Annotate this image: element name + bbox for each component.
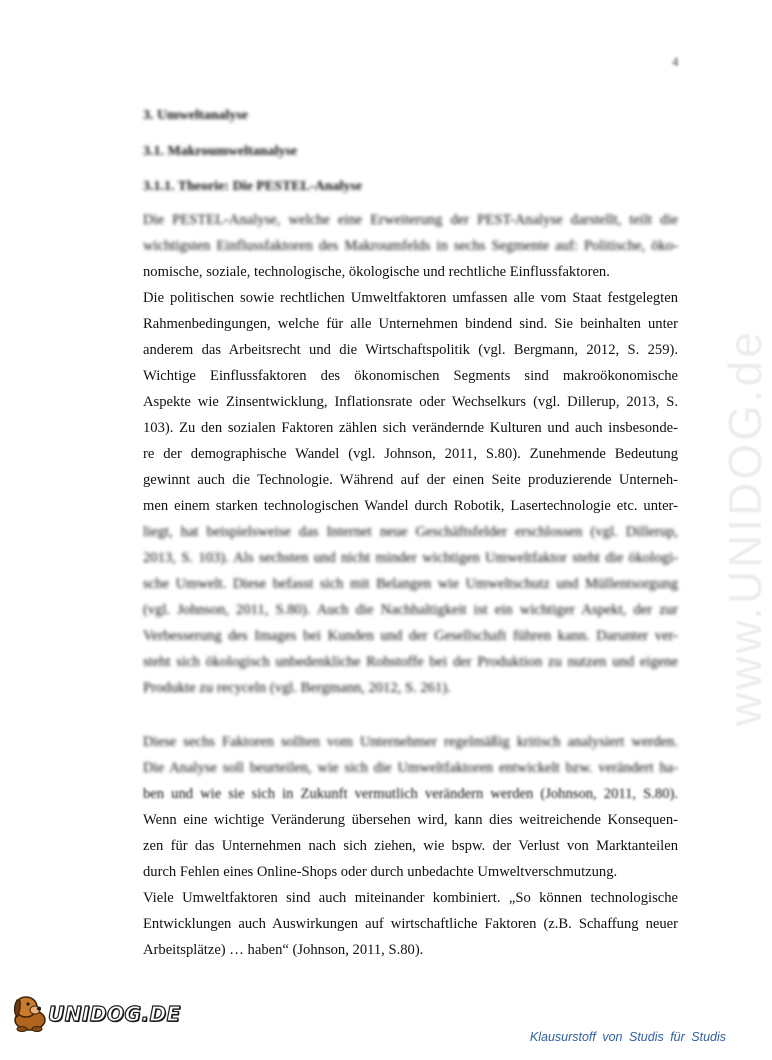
text-line: durch Fehlen eines Online-Shops oder durch unbedachte Umweltverschmutzung.: [143, 864, 618, 880]
subsubsection-heading: 3.1.1. Theorie: Die PESTEL-Analyse: [143, 179, 363, 194]
text-line: Die PESTEL-Analyse, welche eine Erweiterung der PEST-Analyse darstellt, teilt die: [143, 212, 678, 228]
text-line: nomische, soziale, technologische, ökologische und rechtliche Einflussfaktoren.: [143, 264, 610, 280]
text-line: Wenn eine wichtige Veränderung übersehen wird, kann dies weitreichende Konsequen-: [143, 812, 678, 828]
text-line: zen für das Unternehmen nach sich ziehen, wie bspw. der Verlust von Marktanteilen: [143, 838, 678, 854]
subsection-heading: 3.1. Makroumweltanalyse: [143, 144, 298, 159]
text-line: (vgl. Johnson, 2011, S.80). Auch die Nachhaltigkeit ist ein wichtiger Aspekt, der zur: [143, 602, 678, 618]
text-line: Produkte zu recyceln (vgl. Bergmann, 2012, S. 261).: [143, 680, 451, 696]
dog-mascot-icon: [8, 990, 52, 1032]
text-line: re der demographische Wandel (vgl. Johnson, 2011, S.80). Zunehmende Bedeutung: [143, 446, 678, 462]
text-line: men einem starken technologischen Wandel durch Robotik, Lasertechnologie etc. unter-: [143, 498, 678, 514]
text-line: gewinnt auch die Technologie. Während auf der einen Seite produzierende Unterneh-: [143, 472, 678, 488]
text-line: Aspekte wie Zinsentwicklung, Inflationsrate oder Wechselkurs (vgl. Dillerup, 2013, S.: [143, 394, 678, 410]
text-line: Arbeitsplätze) … haben“ (Johnson, 2011, S.80).: [143, 942, 424, 958]
text-line: anderem das Arbeitsrecht und die Wirtschaftspolitik (vgl. Bergmann, 2012, S. 259).: [143, 342, 678, 358]
text-line: sche Umwelt. Diese befasst sich mit Belangen wie Umweltschutz und Müllentsorgung: [143, 576, 678, 592]
text-line: Rahmenbedingungen, welche für alle Unternehmen bindend sind. Sie beinhalten unter: [143, 316, 678, 332]
text-line: wichtigsten Einflussfaktoren des Makroumfelds in sechs Segmente auf: Politische, öko-: [143, 238, 678, 254]
section-heading: 3. Umweltanalyse: [143, 108, 248, 123]
text-line: Diese sechs Faktoren sollten vom Unternehmer regelmäßig kritisch analysiert werden.: [143, 734, 678, 750]
text-line: steht sich ökologisch unbedenkliche Rohstoffe bei der Produktion zu nutzen und eigene: [143, 654, 678, 670]
text-line: Wichtige Einflussfaktoren des ökonomischen Segments sind makroökonomische: [143, 368, 678, 384]
text-line: 103). Zu den sozialen Faktoren zählen sich verändernde Kulturen und auch insbesonde-: [143, 420, 678, 436]
text-line: Die politischen sowie rechtlichen Umweltfaktoren umfassen alle vom Staat festgelegten: [143, 290, 678, 306]
watermark: www.UNIDOG.de: [719, 329, 771, 726]
footer-slogan: Klausurstoff von Studis für Studis: [529, 1030, 726, 1044]
text-line: 2013, S. 103). Als sechsten und nicht minder wichtigen Umweltfaktor steht die ökologi-: [143, 550, 678, 566]
page-number: 4: [672, 54, 679, 69]
text-line: liegt, hat beispielsweise das Internet neue Geschäftsfelder erschlossen (vgl. Dillerup,: [143, 524, 678, 540]
text-line: Entwicklungen auch Auswirkungen auf wirtschaftliche Faktoren (z.B. Schaffung neuer: [143, 916, 678, 932]
text-line: Verbesserung des Images bei Kunden und der Gesellschaft führen kann. Darunter ver-: [143, 628, 678, 644]
unidog-logo[interactable]: [8, 990, 181, 1032]
text-line: Die Analyse soll beurteilen, wie sich die Umweltfaktoren entwickelt bzw. verändert ha-: [143, 760, 678, 776]
text-line: ben und wie sie sich in Zukunft vermutlich verändern werden (Johnson, 2011, S.80).: [143, 786, 678, 802]
logo-text: UNIDOG.DE: [48, 1002, 181, 1026]
text-line: Viele Umweltfaktoren sind auch miteinander kombiniert. „So können technologische: [143, 890, 678, 906]
